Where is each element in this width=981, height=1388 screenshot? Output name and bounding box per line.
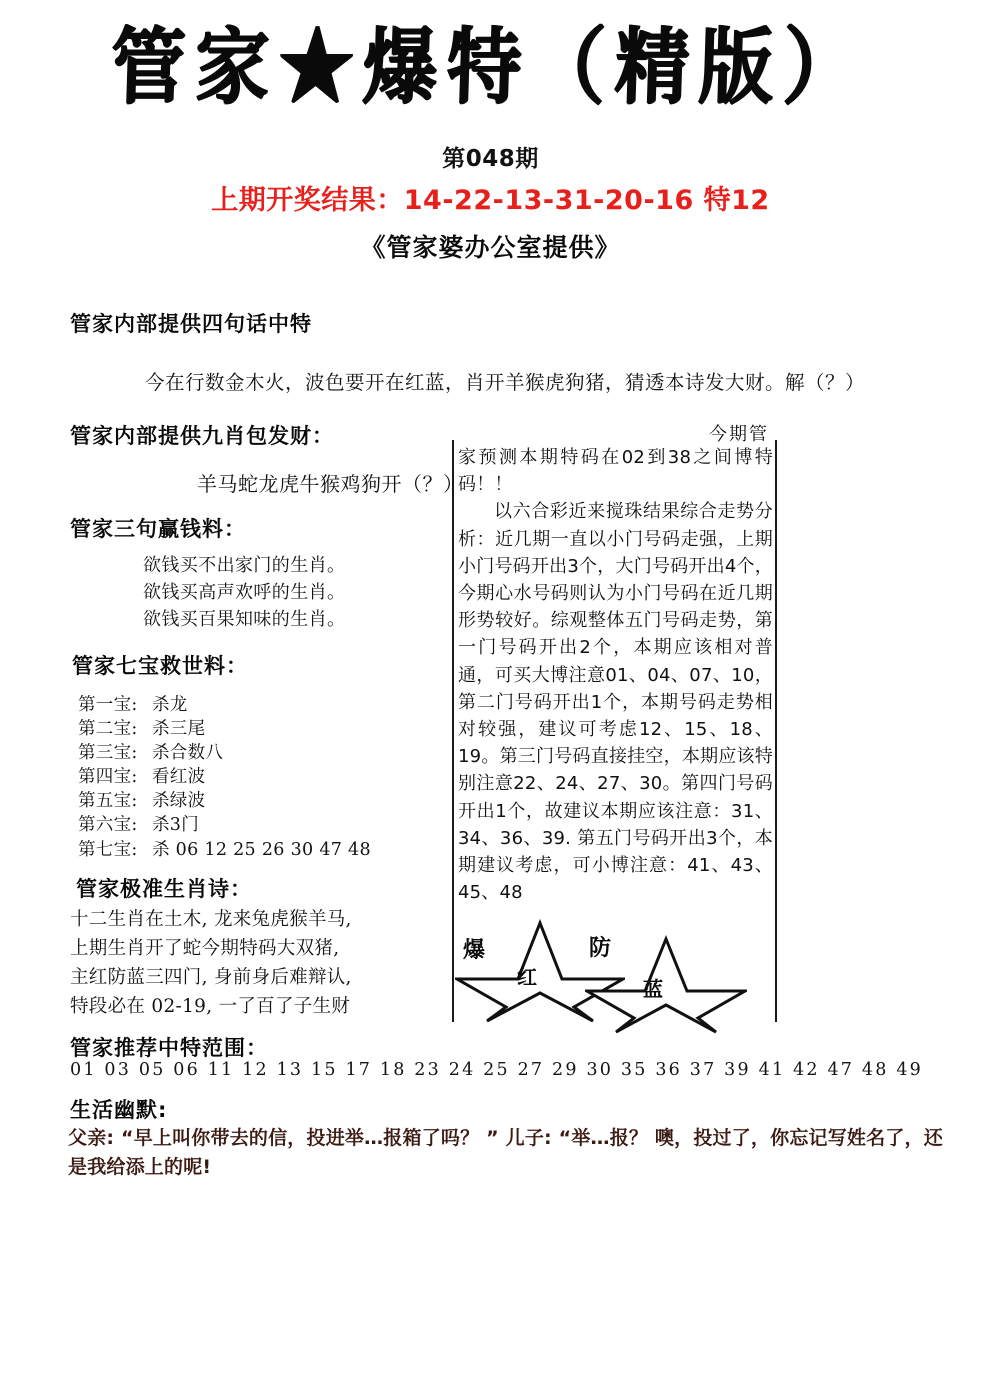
three-sentence-line: 欲钱买高声欢呼的生肖。	[143, 582, 346, 603]
three-sentence-line: 欲钱买不出家门的生肖。	[143, 555, 346, 576]
zodiac-poem-line: 十二生肖在土木, 龙来兔虎猴羊马,	[70, 909, 352, 930]
analysis-header: 今期管	[709, 424, 769, 445]
nine-zodiac-value: 羊马蛇龙虎牛猴鸡狗开（？）	[197, 472, 464, 496]
treasure-value: 杀三尾	[152, 719, 206, 739]
treasure-value: 杀3门	[152, 815, 200, 835]
star-outside-label-bao: 爆	[463, 937, 486, 963]
treasure-row	[78, 811, 199, 836]
analysis-body	[458, 444, 773, 906]
treasure-value: 杀 06 12 25 26 30 47 48	[152, 840, 371, 860]
four-sentence-poem: 今在行数金木火，波色要开在红蓝，肖开羊猴虎狗猪，猜透本诗发大财。解（？）	[145, 371, 866, 394]
zodiac-poem-line: 上期生肖开了蛇今期特码大双猪,	[70, 938, 340, 959]
zodiac-poem-line: 主红防蓝三四门, 身前身后难辩认,	[70, 967, 352, 988]
recommend-range-heading: 管家推荐中特范围：	[70, 1036, 268, 1060]
treasure-row	[78, 836, 371, 861]
treasure-row	[78, 691, 188, 716]
nine-zodiac-heading: 管家内部提供九肖包发财：	[70, 424, 334, 448]
treasure-label: 第二宝:	[78, 719, 138, 739]
three-sentence-heading: 管家三句赢钱料：	[70, 517, 246, 541]
masthead	[0, 19, 981, 116]
recommend-range-numbers: 01 03 05 06 11 12 13 15 17 18 23 24 25 27 29 30 35 36 37 39 41 42 47 48 49	[70, 1060, 924, 1080]
treasure-value: 杀龙	[152, 695, 188, 715]
zodiac-poem-line: 特段必在 02-19, 一了百了子生财	[70, 996, 351, 1017]
treasure-label: 第四宝:	[78, 767, 138, 787]
zodiac-poem-heading: 管家极准生肖诗：	[76, 877, 252, 901]
four-sentence-heading: 管家内部提供四句话中特	[70, 312, 312, 336]
star-inside-label-blue: 蓝	[643, 977, 663, 1001]
treasure-row	[78, 715, 205, 740]
issue-number: 第048期	[442, 146, 539, 172]
treasure-row	[78, 739, 223, 764]
three-sentence-line: 欲钱买百果知味的生肖。	[143, 609, 346, 630]
humor-body: 父亲: “早上叫你带去的信，投进举…报箱了吗？ ” 儿子: “举…报？ 噢，投过了，你忘记写姓名了，还是我给添上的呢!	[68, 1127, 943, 1178]
star-outside-label-fang: 防	[589, 935, 612, 961]
treasure-value: 杀合数八	[152, 743, 224, 763]
treasure-label: 第三宝:	[78, 743, 138, 763]
last-draw-result: 上期开奖结果：14-22-13-31-20-16 特12	[211, 185, 770, 216]
treasure-label: 第五宝:	[78, 791, 138, 811]
star-unit-blue	[585, 935, 747, 1039]
treasure-row	[78, 787, 205, 812]
treasure-row	[78, 763, 205, 788]
treasure-value: 看红波	[152, 767, 206, 787]
star-graphics	[455, 905, 775, 1025]
office-credit: 《管家婆办公室提供》	[360, 233, 621, 262]
seven-treasures-heading: 管家七宝救世料：	[72, 654, 248, 678]
analysis-paragraph: 家预测本期特码在02到38之间博特码！！	[458, 447, 773, 496]
humor-heading: 生活幽默:	[70, 1098, 168, 1122]
treasure-label: 第六宝:	[78, 815, 138, 835]
treasure-label: 第七宝:	[78, 840, 138, 860]
page-title: 管家★爆特（精版）	[109, 19, 869, 116]
treasure-value: 杀绿波	[152, 791, 206, 811]
analysis-paragraph: 以六合彩近来搅珠结果综合走势分析：近几期一直以小门号码走强，上期小门号码开出3个，大门号码开出4个，今期心水号码则认为小门号码在近几期形势较好。综观整体五门号码走势，第一门号码开出2个，本期应该相对普通，可买大博注意01、04、07、10，第二门号码开出1个，本期号码走势相对较强，建议可考虑12、15、18、19。第三门号码直接挂空，本期应该特别注意22、24、27、30。第四门号码开出1个，故建议本期应该注意：31、34、36、39. 第五门号码开出3个，本期建议考虑，可小博注意：41、43、45、48	[458, 501, 773, 904]
treasure-label: 第一宝:	[78, 695, 138, 715]
star-inside-label-red: 红	[517, 965, 537, 989]
